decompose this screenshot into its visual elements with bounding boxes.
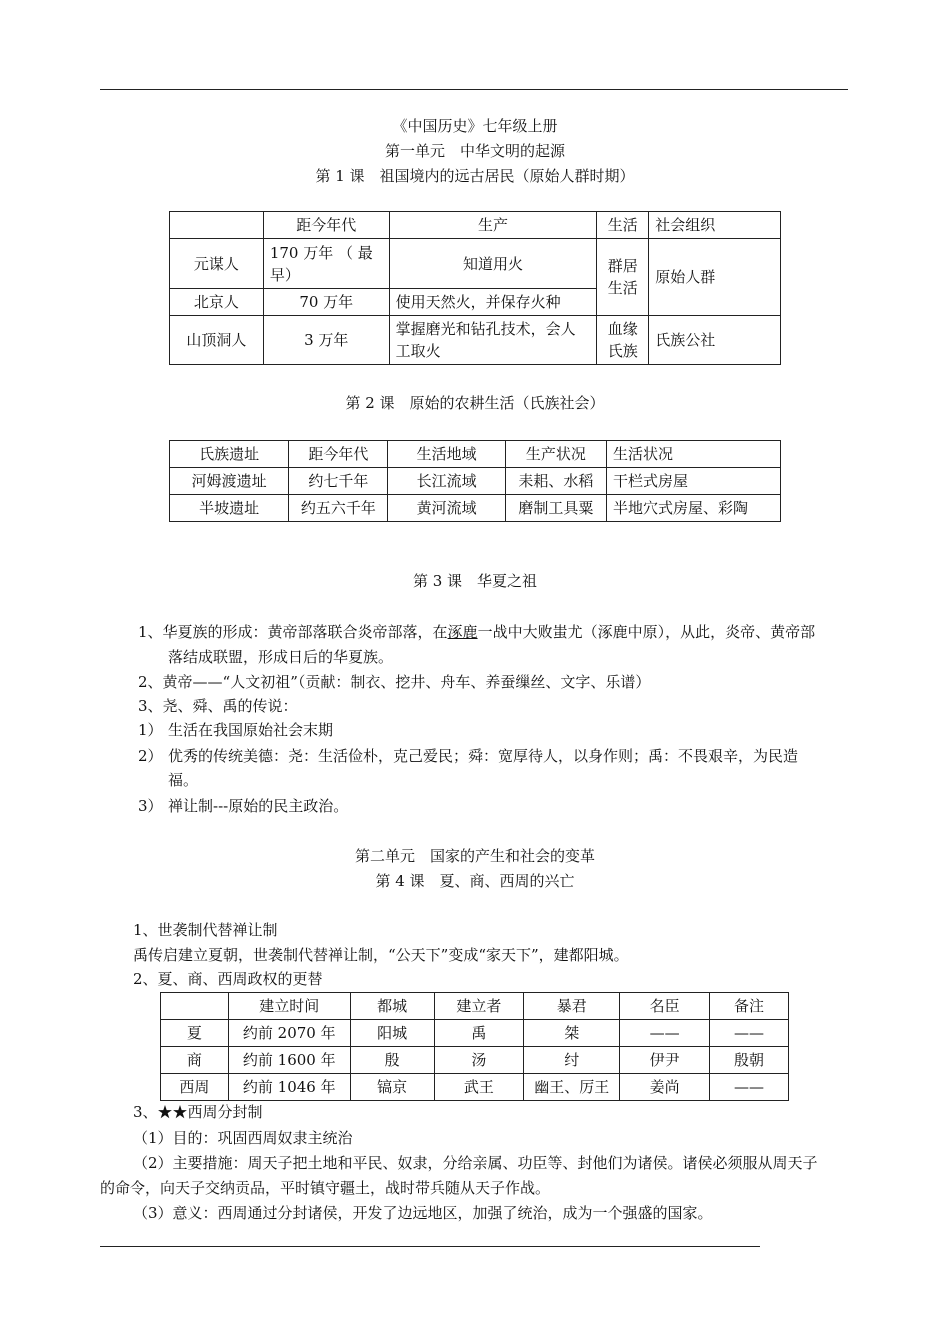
table-cell: 磨制工具粟	[505, 495, 606, 522]
table-row	[170, 239, 781, 289]
table-cell: 半坡遗址	[170, 495, 289, 522]
table-cell: 元谋人	[170, 239, 264, 289]
table-cell: 知道用火	[389, 239, 597, 289]
l3-point1-a: 1、华夏族的形成：黄帝部落联合炎帝部落，在	[138, 623, 448, 641]
l3-sub1: 生活在我国原始社会末期	[168, 721, 334, 739]
header-cell: 距今年代	[263, 212, 389, 239]
l3-sub3-num: 3）	[138, 797, 163, 815]
l4-point1-text: 禹传启建立夏朝，世袭制代替禅让制，“公天下”变成“家天下”，建都阳城。	[133, 946, 629, 964]
lesson2-title: 第 2 课 原始的农耕生活（氏族社会）	[345, 394, 605, 412]
l4-sub3: （3）意义：西周通过分封诸侯，开发了边远地区，加强了统治，成为一个强盛的国家。	[133, 1204, 713, 1222]
l3-sub2-num: 2）	[138, 747, 163, 765]
header-cell: 距今年代	[289, 441, 388, 468]
table-cell: ——	[620, 1020, 710, 1047]
l4-point2: 2、夏、商、西周政权的更替	[133, 970, 323, 988]
table-cell: ——	[710, 1074, 789, 1101]
table-cell: 北京人	[170, 289, 264, 316]
header-cell: 社会组织	[649, 212, 781, 239]
table-cell: 纣	[524, 1047, 620, 1074]
table-lesson4	[160, 992, 789, 1101]
l3-point1-b: 一战中大败蚩尤（涿鹿中原），从此，炎帝、黄帝部	[477, 623, 816, 641]
table-cell: 约前 2070 年	[228, 1020, 350, 1047]
book-title: 《中国历史》七年级上册	[392, 117, 558, 135]
header-cell: 建立时间	[228, 993, 350, 1020]
header-cell: 建立者	[434, 993, 524, 1020]
table-lesson2	[169, 440, 781, 522]
header-cell	[170, 212, 264, 239]
bottom-rule	[100, 1246, 760, 1247]
lesson3-title: 第 3 课 华夏之祖	[412, 572, 538, 590]
l4-sub2: （2）主要措施：周天子把土地和平民、奴隶，分给亲属、功臣等、封他们为诸侯。诸侯必须服从周天子	[133, 1154, 818, 1172]
header-cell: 生活状况	[606, 441, 780, 468]
l3-sub1-num: 1）	[138, 721, 163, 739]
table-row	[161, 1047, 789, 1074]
table-cell: 伊尹	[620, 1047, 710, 1074]
l3-point1-underlined: 涿鹿	[447, 623, 478, 641]
table-cell: 半地穴式房屋、彩陶	[606, 495, 780, 522]
table-cell: 禹	[434, 1020, 524, 1047]
table-row	[161, 1020, 789, 1047]
table-row	[170, 441, 781, 468]
table-cell: 使用天然火，并保存火种	[389, 289, 597, 316]
l3-point1	[138, 620, 815, 645]
header-cell: 生产	[389, 212, 597, 239]
l3-point3: 3、尧、舜、禹的传说：	[138, 697, 298, 715]
header-cell: 暴君	[524, 993, 620, 1020]
unit1-title: 第一单元 中华文明的起源	[384, 142, 565, 160]
table-cell: 70 万年	[263, 289, 389, 316]
table-cell: ——	[710, 1020, 789, 1047]
top-rule	[100, 89, 848, 90]
header-cell: 生活	[597, 212, 649, 239]
header-cell: 备注	[710, 993, 789, 1020]
table-cell: 山顶洞人	[170, 316, 264, 365]
table-cell: 幽王、厉王	[524, 1074, 620, 1101]
table-cell: 西周	[161, 1074, 229, 1101]
l3-sub3: 禅让制---原始的民主政治。	[168, 797, 349, 815]
table-cell: 170 万年 （ 最早）	[263, 239, 389, 289]
table-cell: 3 万年	[263, 316, 389, 365]
l3-point2: 2、黄帝——“人文初祖”（贡献：制衣、挖井、舟车、养蚕缫丝、文字、乐谱）	[138, 673, 651, 691]
l3-point1-cont: 落结成联盟，形成日后的华夏族。	[168, 648, 394, 666]
header-cell: 名臣	[620, 993, 710, 1020]
header-cell: 生活地域	[388, 441, 505, 468]
table-cell: 桀	[524, 1020, 620, 1047]
table-row	[170, 212, 781, 239]
table-cell: 阳城	[350, 1020, 434, 1047]
lesson4-title: 第 4 课 夏、商、西周的兴亡	[375, 872, 575, 890]
l3-sub2-cont: 福。	[168, 771, 199, 789]
table-cell: 掌握磨光和钻孔技术，会人工取火	[389, 316, 597, 365]
header-cell	[161, 993, 229, 1020]
table-row	[170, 468, 781, 495]
table-cell: 原始人群	[649, 239, 781, 316]
l3-sub2: 优秀的传统美德：尧：生活俭朴，克己爱民；舜：宽厚待人，以身作则；禹：不畏艰辛，为民造	[168, 747, 799, 765]
table-row	[170, 316, 781, 365]
table-cell: 约七千年	[289, 468, 388, 495]
table-cell: 殷	[350, 1047, 434, 1074]
table-cell: 群居生活	[597, 239, 649, 316]
table-lesson1	[169, 211, 781, 365]
table-cell: 约前 1046 年	[228, 1074, 350, 1101]
unit2-title: 第二单元 国家的产生和社会的变革	[354, 847, 595, 865]
table-cell: 氏族公社	[649, 316, 781, 365]
header-cell: 生产状况	[505, 441, 606, 468]
l4-point3: 3、★★西周分封制	[133, 1103, 263, 1121]
table-cell: 血缘氏族	[597, 316, 649, 365]
lesson1-title: 第 1 课 祖国境内的远古居民（原始人群时期）	[315, 167, 635, 185]
table-row	[170, 495, 781, 522]
table-cell: 殷朝	[710, 1047, 789, 1074]
table-cell: 镐京	[350, 1074, 434, 1101]
table-cell: 姜尚	[620, 1074, 710, 1101]
table-cell: 汤	[434, 1047, 524, 1074]
table-cell: 耒耜、水稻	[505, 468, 606, 495]
table-row	[161, 1074, 789, 1101]
table-cell: 河姆渡遗址	[170, 468, 289, 495]
l4-sub2-cont: 的命令，向天子交纳贡品，平时镇守疆土，战时带兵随从天子作战。	[100, 1179, 551, 1197]
table-cell: 约五六千年	[289, 495, 388, 522]
header-cell: 都城	[350, 993, 434, 1020]
table-row	[161, 993, 789, 1020]
l4-sub1: （1）目的：巩固西周奴隶主统治	[133, 1129, 353, 1147]
table-cell: 武王	[434, 1074, 524, 1101]
table-cell: 干栏式房屋	[606, 468, 780, 495]
l4-point1: 1、世袭制代替禅让制	[133, 921, 278, 939]
table-cell: 约前 1600 年	[228, 1047, 350, 1074]
table-cell: 长江流域	[388, 468, 505, 495]
table-cell: 商	[161, 1047, 229, 1074]
table-cell: 夏	[161, 1020, 229, 1047]
header-cell: 氏族遗址	[170, 441, 289, 468]
table-cell: 黄河流域	[388, 495, 505, 522]
